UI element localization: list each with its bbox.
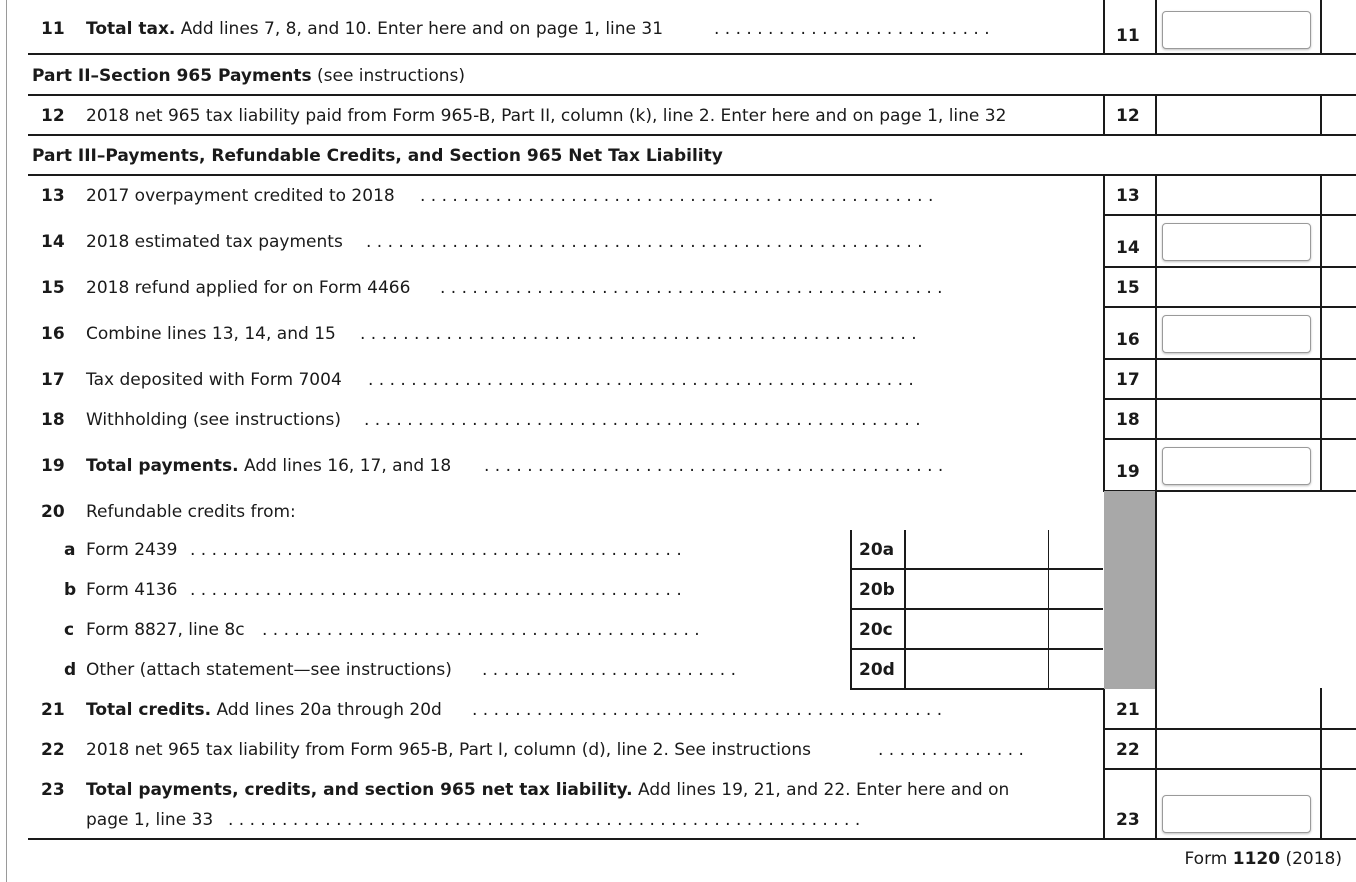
rule xyxy=(850,608,1103,610)
rule xyxy=(28,838,1356,840)
line-box-label: 16 xyxy=(1116,330,1140,350)
line-number: 19 xyxy=(41,456,65,476)
leader-dots: . . . . . . . . . . . . . . . . . . . . . . . . . . . . . . . . . . . . . . . . . . . . . . . . . . . . xyxy=(360,324,917,344)
line-19-label xyxy=(86,456,451,476)
line-box-label: 20d xyxy=(859,660,895,680)
line-box-label: 20a xyxy=(859,540,895,560)
line-11-text: Add lines 7, 8, and 10. Enter here and on page 1, line 31 xyxy=(175,19,664,39)
leader-dots: . . . . . . . . . . . . . . xyxy=(878,740,1024,760)
line-box-label: 22 xyxy=(1116,740,1140,760)
line-box-label: 11 xyxy=(1116,26,1140,46)
col-rule xyxy=(1103,94,1105,135)
line-number: 15 xyxy=(41,278,65,298)
line-16-amount-input[interactable] xyxy=(1162,315,1311,353)
rule xyxy=(1103,438,1356,440)
part-2-title: Part II–Section 965 Payments xyxy=(32,66,312,86)
line-13-label: 2017 overpayment credited to 2018 xyxy=(86,186,395,206)
line-11-label xyxy=(86,19,663,39)
col-rule xyxy=(1320,174,1322,490)
col-rule xyxy=(1103,174,1105,490)
line-number: 20 xyxy=(41,502,65,522)
rule xyxy=(1103,266,1356,268)
part-2-heading xyxy=(32,66,465,86)
line-box-label: 13 xyxy=(1116,186,1140,206)
rule xyxy=(1103,214,1356,216)
line-number: 21 xyxy=(41,700,65,720)
leader-dots: . . . . . . . . . . . . . . . . . . . . . . . . . . . . . . . . . . . . . . . . . . . . . . . xyxy=(440,278,943,298)
form-footer xyxy=(1185,849,1343,869)
col-rule xyxy=(1155,0,1157,54)
col-rule xyxy=(1320,688,1322,838)
line-number: 14 xyxy=(41,232,65,252)
line-19-text: Add lines 16, 17, and 18 xyxy=(238,456,452,476)
rule xyxy=(1103,358,1356,360)
rule xyxy=(1103,398,1356,400)
leader-dots: . . . . . . . . . . . . . . . . . . . . . . . . . . . . . . . . . . . . . . . . . . . . . . . . . . . . xyxy=(366,232,923,252)
leader-dots: . . . . . . . . . . . . . . . . . . . . . . . . . . . . . . . . . . . . . . . . . . . . . . . . . . . xyxy=(368,370,914,390)
line-20d-label: Other (attach statement—see instructions) xyxy=(86,660,452,680)
line-box-label: 21 xyxy=(1116,700,1140,720)
line-number: 22 xyxy=(41,740,65,760)
line-20c-label: Form 8827, line 8c xyxy=(86,620,245,640)
leader-dots: . . . . . . . . . . . . . . . . . . . . . . . . xyxy=(482,660,736,680)
leader-dots: . . . . . . . . . . . . . . . . . . . . . . . . . . . . . . . . . . . . . . . . . . . . . . . . . . . . xyxy=(364,410,921,430)
line-14-amount-input[interactable] xyxy=(1162,223,1311,261)
line-20b-label: Form 4136 xyxy=(86,580,178,600)
line-19-bold: Total payments. xyxy=(86,456,239,476)
line-box-label: 14 xyxy=(1116,238,1140,258)
footer-year: (2018) xyxy=(1285,849,1342,869)
sub-letter: c xyxy=(64,620,75,640)
col-rule xyxy=(1155,490,1157,838)
line-number: 12 xyxy=(41,106,65,126)
line-14-label: 2018 estimated tax payments xyxy=(86,232,343,252)
line-21-text: Add lines 20a through 20d xyxy=(211,700,442,720)
leader-dots: . . . . . . . . . . . . . . . . . . . . . . . . . . . . . . . . . . . . . . . . . xyxy=(262,620,700,640)
line-box-label: 20b xyxy=(859,580,895,600)
line-11-bold: Total tax. xyxy=(86,19,176,39)
line-19-amount-input[interactable] xyxy=(1162,447,1311,485)
line-21-bold: Total credits. xyxy=(86,700,212,720)
leader-dots: . . . . . . . . . . . . . . . . . . . . . . . . . . . . . . . . . . . . . . . . . . . . . . xyxy=(190,580,682,600)
leader-dots: . . . . . . . . . . . . . . . . . . . . . . . . . . . . . . . . . . . . . . . . . . . . . . . . . . . . . . . . . . . xyxy=(228,810,861,830)
sub-letter: a xyxy=(64,540,76,560)
rule xyxy=(1103,768,1356,770)
line-box-label: 12 xyxy=(1116,106,1140,126)
line-20a-label: Form 2439 xyxy=(86,540,178,560)
part-3-heading: Part III–Payments, Refundable Credits, and Section 965 Net Tax Liability xyxy=(32,146,723,166)
col-rule xyxy=(1103,688,1105,838)
rule xyxy=(850,648,1103,650)
line-23-label xyxy=(86,780,1009,800)
shaded-area xyxy=(1104,491,1155,689)
line-number: 23 xyxy=(41,780,65,800)
col-rule xyxy=(850,530,852,689)
rule xyxy=(850,568,1103,570)
line-23-bold: Total payments, credits, and section 965 net tax liability. xyxy=(86,780,633,800)
line-number: 13 xyxy=(41,186,65,206)
line-number: 16 xyxy=(41,324,65,344)
col-rule xyxy=(1320,94,1322,135)
col-rule xyxy=(1103,0,1105,54)
part-2-note: (see instructions) xyxy=(311,66,465,86)
page-left-edge xyxy=(6,0,7,882)
line-box-label: 19 xyxy=(1116,462,1140,482)
line-16-label: Combine lines 13, 14, and 15 xyxy=(86,324,336,344)
sub-letter: d xyxy=(64,660,77,680)
line-20-label: Refundable credits from: xyxy=(86,502,296,522)
line-23-amount-input[interactable] xyxy=(1162,795,1311,833)
line-number: 11 xyxy=(41,19,65,39)
leader-dots: . . . . . . . . . . . . . . . . . . . . . . . . . . . . . . . . . . . . . . . . . . . . . . . . xyxy=(420,186,934,206)
footer-prefix: Form xyxy=(1184,849,1228,869)
leader-dots: . . . . . . . . . . . . . . . . . . . . . . . . . . . . . . . . . . . . . . . . . . . . xyxy=(472,700,943,720)
rule xyxy=(1103,306,1356,308)
line-box-label: 20c xyxy=(859,620,893,640)
sub-letter: b xyxy=(64,580,77,600)
leader-dots: . . . . . . . . . . . . . . . . . . . . . . . . . . . . . . . . . . . . . . . . . . . . . . xyxy=(190,540,682,560)
leader-dots: . . . . . . . . . . . . . . . . . . . . . . . . . . xyxy=(714,19,990,39)
line-box-label: 15 xyxy=(1116,278,1140,298)
line-box-label: 18 xyxy=(1116,410,1140,430)
rule xyxy=(1103,728,1356,730)
line-number: 18 xyxy=(41,410,65,430)
line-number: 17 xyxy=(41,370,65,390)
line-18-label: Withholding (see instructions) xyxy=(86,410,341,430)
line-box-label: 17 xyxy=(1116,370,1140,390)
col-rule xyxy=(1155,174,1157,490)
col-rule xyxy=(1048,530,1049,689)
line-12-label: 2018 net 965 tax liability paid from Form 965-B, Part II, column (k), line 2. Enter here and on page 1, line 32 xyxy=(86,106,1007,126)
footer-form-number: 1120 xyxy=(1232,849,1281,869)
rule xyxy=(850,688,1103,690)
col-rule xyxy=(1155,94,1157,135)
leader-dots: . . . . . . . . . . . . . . . . . . . . . . . . . . . . . . . . . . . . . . . . . . . xyxy=(484,456,944,476)
col-rule xyxy=(904,530,906,689)
col-rule xyxy=(1320,0,1322,54)
line-21-label xyxy=(86,700,442,720)
line-23-label-cont: page 1, line 33 xyxy=(86,810,214,830)
line-11-amount-input[interactable] xyxy=(1162,11,1311,49)
line-22-label: 2018 net 965 tax liability from Form 965-B, Part I, column (d), line 2. See instructions xyxy=(86,740,811,760)
line-15-label: 2018 refund applied for on Form 4466 xyxy=(86,278,411,298)
line-box-label: 23 xyxy=(1116,810,1140,830)
line-23-text: Add lines 19, 21, and 22. Enter here and on xyxy=(632,780,1010,800)
line-17-label: Tax deposited with Form 7004 xyxy=(86,370,342,390)
